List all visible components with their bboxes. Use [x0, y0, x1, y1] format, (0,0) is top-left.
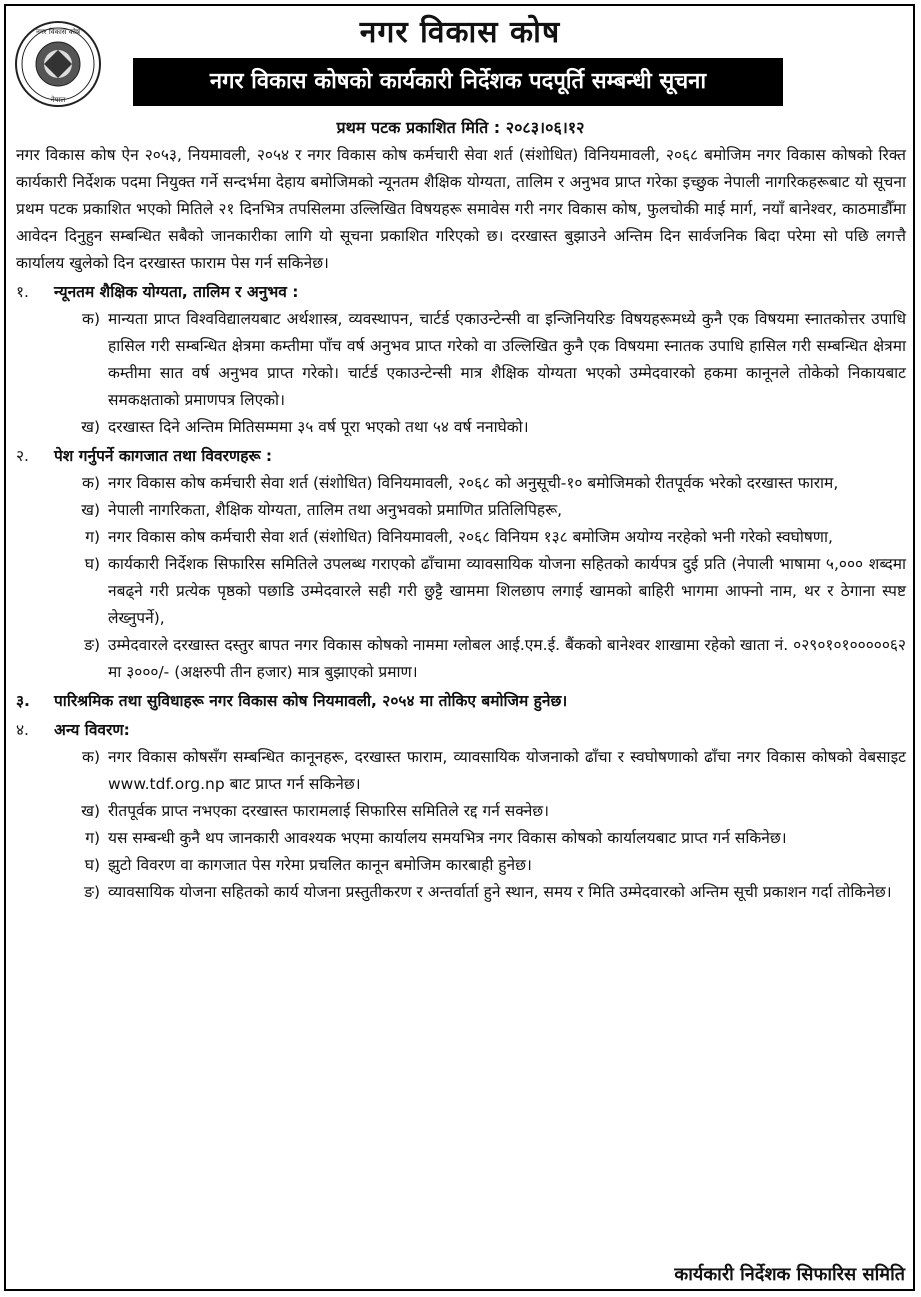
item-label: ख) [81, 418, 100, 436]
item-text: नगर विकास कोष कर्मचारी सेवा शर्त (संशोधित) विनियमावली, २०६८ विनियम १३८ बमोजिम अयोग्य नरहेको भनी गरेको स्वघोषणा, [108, 528, 833, 546]
item-label: ग) [85, 528, 100, 546]
item-text: झुटो विवरण वा कागजात पेस गरेमा प्रचलित कानून बमोजिम कारबाही हुनेछ। [108, 856, 532, 874]
item-label: क) [82, 310, 100, 328]
list-item [56, 879, 906, 906]
item-label: ग) [85, 829, 100, 847]
item-text: नगर विकास कोषसँग सम्बन्धित कानूनहरू, दरखास्त फाराम, व्यावसायिक योजनाको ढाँचा र स्वघोषणाको ढाँचा नगर विकास कोषको वेबसाइट www.tdf.org.np बाट प्राप्त गर्न सकिनेछ। [108, 748, 906, 793]
list-item [56, 825, 906, 852]
section-title: अन्य विवरण: [54, 721, 130, 739]
item-label: घ) [84, 555, 100, 573]
item-text: नेपाली नागरिकता, शैक्षिक योग्यता, तालिम तथा अनुभवको प्रमाणित प्रतिलिपिहरू, [108, 501, 563, 519]
svg-text:नेपाल: नेपाल [50, 96, 66, 104]
list-item [56, 852, 906, 879]
list-item [56, 744, 906, 798]
item-text: यस सम्बन्धी कुनै थप जानकारी आवश्यक भएमा कार्यालय समयभित्र नगर विकास कोषको कार्यालयबाट प्राप्त गर्न सकिनेछ। [108, 829, 787, 847]
list-item [56, 414, 906, 441]
item-text: नगर विकास कोष कर्मचारी सेवा शर्त (संशोधित) विनियमावली, २०६८ को अनुसूची-१० बमोजिमको रीतपूर्वक भरेको दरखास्त फाराम, [108, 474, 839, 492]
list-item [56, 306, 906, 414]
item-text: व्यावसायिक योजना सहितको कार्य योजना प्रस्तुतीकरण र अन्तर्वार्ता हुने स्थान, समय र मिति उम्मेदवारको अन्तिम सूची प्रकाशन गर्दा तोकिनेछ। [108, 883, 892, 901]
section-title: पारिश्रमिक तथा सुविधाहरू नगर विकास कोष नियमावली, २०५४ मा तोकिए बमोजिम हुनेछ। [54, 692, 568, 710]
section-number: ४. [16, 721, 29, 739]
svg-text:नगर विकास कोष: नगर विकास कोष [35, 28, 81, 36]
section-number: १. [16, 283, 29, 301]
notice-banner: नगर विकास कोषको कार्यकारी निर्देशक पदपूर्ति सम्बन्धी सूचना [133, 58, 783, 106]
item-label: क) [82, 474, 100, 492]
list-item [56, 470, 906, 497]
item-text: मान्यता प्राप्त विश्वविद्यालयबाट अर्थशास्त्र, व्यवस्थापन, चार्टर्ड एकाउन्टेन्सी वा इन्जिनियरिङ विषयहरूमध्ये कुनै एक विषयमा स्नातकोत्तर उपाधि हासिल गरी सम्बन्धित क्षेत्रमा कम्तीमा पाँच वर्ष अनुभव प्राप्त गरेको वा उल्लिखित कुनै एक विषयमा स्नातक उपाधि हासिल गरी सम्बन्धित क्षेत्रमा कम्तीमा सात वर्ष अनुभव प्राप्त गरेको। चार्टर्ड एकाउन्टेन्सी मात्र शैक्षिक योग्यता भएको उम्मेदवारको हकमा कानूनले तोकेको निकायबाट समकक्षताको प्रमाणपत्र लिएको। [108, 310, 906, 409]
section-4-heading [16, 717, 906, 744]
item-label: घ) [84, 856, 100, 874]
item-text: दरखास्त दिने अन्तिम मितिसम्ममा ३५ वर्ष पूरा भएको तथा ५४ वर्ष ननाघेको। [108, 418, 529, 436]
item-label: ख) [81, 501, 100, 519]
section-3-heading [16, 688, 906, 715]
list-item [56, 497, 906, 524]
section-number: २. [16, 447, 29, 465]
list-item [56, 524, 906, 551]
section-title: पेश गर्नुपर्ने कागजात तथा विवरणहरू : [54, 447, 273, 465]
item-label: क) [82, 748, 100, 766]
section-2-heading [16, 443, 906, 470]
section-1-heading [16, 279, 906, 306]
publication-date: प्रथम पटक प्रकाशित मिति : २०८३।०६।१२ [336, 118, 585, 137]
list-item [56, 632, 906, 686]
intro-paragraph: नगर विकास कोष ऐन २०५३, नियमावली, २०५४ र नगर विकास कोष कर्मचारी सेवा शर्त (संशोधित) विनियमावली, २०६८ बमोजिम नगर विकास कोषको रिक्त कार्यकारी निर्देशक पदमा नियुक्त गर्ने सन्दर्भमा देहाय बमोजिमको न्यूनतम शैक्षिक योग्यता, तालिम र अनुभव प्राप्त गरेका इच्छुक नेपाली नागरिकहरूबाट यो सूचना प्रथम पटक प्रकाशित भएको मितिले २१ दिनभित्र तपसिलमा उल्लिखित विषयहरू समावेस गरी नगर विकास कोष, फुलचोकी माई मार्ग, नयाँ बानेश्वर, काठमाडौँमा आवेदन दिनुहुन सम्बन्धित सबैको जानकारीका लागि यो सूचना प्रकाशित गरिएको छ। दरखास्त बुझाउने अन्तिम दिन सार्वजनिक बिदा परेमा सो पछि लगत्तै कार्यालय खुलेको दिन दरखास्त फाराम पेस गर्न सकिनेछ। [16, 146, 906, 272]
list-item [56, 798, 906, 825]
organization-seal-logo [14, 20, 102, 108]
section-number: ३. [16, 692, 30, 710]
item-text: उम्मेदवारले दरखास्त दस्तुर बापत नगर विकास कोषको नाममा ग्लोबल आई.एम.ई. बैंकको बानेश्वर शाखामा रहेको खाता नं. ०२९०१०१०००००६२ मा ३०००/- (अक्षरुपी तीन हजार) मात्र बुझाएको प्रमाण। [108, 636, 906, 681]
item-label: ङ) [84, 636, 100, 654]
committee-signature: कार्यकारी निर्देशक सिफारिस समिति [674, 1264, 905, 1285]
item-text: कार्यकारी निर्देशक सिफारिस समितिले उपलब्ध गराएको ढाँचामा व्यावसायिक योजना सहितको कार्यपत्र दुई प्रति (नेपाली भाषामा ५,००० शब्दमा नबढ्ने गरी प्रत्येक पृष्ठको पछाडि उम्मेदवारले सही गरी छुट्टै खाममा शिलछाप लगाई खामको बाहिरी भागमा आफ्नो नाम, थर र ठेगाना स्पष्ट लेख्नुपर्ने), [108, 555, 906, 627]
notice-body [16, 142, 906, 906]
organization-title: नगर विकास कोष [359, 15, 561, 50]
item-label: ख) [81, 802, 100, 820]
item-text: रीतपूर्वक प्राप्त नभएका दरखास्त फारामलाई सिफारिस समितिले रद्द गर्न सक्नेछ। [108, 802, 550, 820]
item-label: ङ) [84, 883, 100, 901]
list-item [56, 551, 906, 632]
section-title: न्यूनतम शैक्षिक योग्यता, तालिम र अनुभव : [54, 283, 299, 301]
